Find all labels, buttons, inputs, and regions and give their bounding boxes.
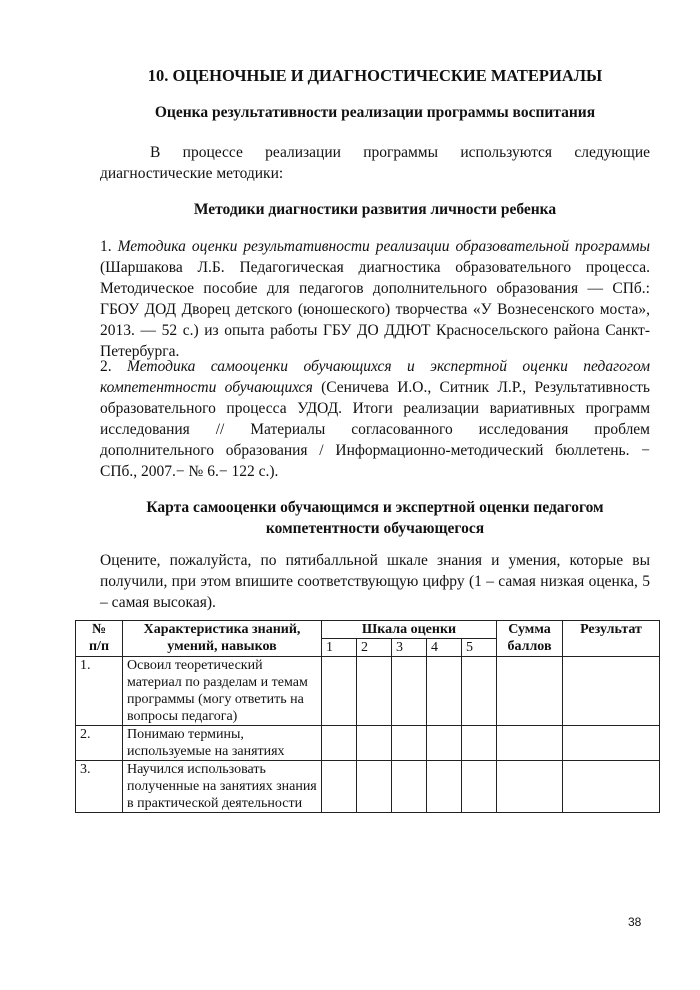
score-cell[interactable] [392, 726, 427, 761]
intro-paragraph: В процессе реализации программы используются следующие диагностические методики: [100, 144, 650, 182]
result-cell[interactable] [563, 657, 660, 726]
row-characteristic: Понимаю термины, используемые на занятиях [123, 726, 322, 761]
sum-cell[interactable] [497, 761, 563, 813]
subheading: Оценка результативности реализации программы воспитания [154, 104, 596, 121]
score-cell[interactable] [427, 761, 462, 813]
row-characteristic: Освоил теоретический материал по разделам и темам программы (могу ответить на вопросы педагога) [123, 657, 322, 726]
card-title [100, 497, 650, 539]
col-characteristic-label-2: умений, навыков [167, 639, 277, 654]
score-cell[interactable] [427, 657, 462, 726]
method-1-paragraph [100, 236, 650, 362]
row-number: 2. [76, 726, 123, 761]
row-characteristic: Научился использовать полученные на занятиях знания в практической деятельности [123, 761, 322, 813]
instruction-paragraph: Оцените, пожалуйста, по пятибалльной шкале знания и умения, которые вы получили, при этом впишите соответствующую цифру (1 – самая низкая оценка, 5 – самая высокая). [100, 552, 650, 611]
scale-1: 1 [322, 639, 357, 657]
score-cell[interactable] [392, 657, 427, 726]
score-cell[interactable] [322, 761, 357, 813]
method-1-text: (Шаршакова Л.Б. Педагогическая диагностика образовательного процесса. Методическое пособие для педагогов дополнительного образования — СПб.: ГБОУ ДОД Дворец детского (юношеского) творчества «У Вознесенского моста», 2013. — 52 с.) из опыта работы ГБУ ДО ДДЮТ Красносельского района Санкт-Петербурга. [100, 259, 650, 360]
score-cell[interactable] [322, 726, 357, 761]
scale-2: 2 [357, 639, 392, 657]
score-cell[interactable] [322, 657, 357, 726]
method-2-title: Методика самооценки обучающихся и экспертной оценки педагогом компетентности обучающихся [100, 358, 651, 396]
score-cell[interactable] [357, 761, 392, 813]
method-2-text: (Сеничева И.О., Ситник Л.Р., Результативность образовательного процесса УДОД. Итоги реализации вариативных программ исследования // Материалы согласованного исследования проблем дополнительного образования / Информационно-методический бюллетень. − СПб., 2007.− № 6.− 122 с.). [100, 379, 650, 480]
scale-4: 4 [427, 639, 462, 657]
col-sum-label-2: баллов [507, 639, 552, 654]
col-sum-header [497, 621, 563, 657]
score-cell[interactable] [392, 761, 427, 813]
col-characteristic-label-1: Характеристика знаний, [143, 622, 301, 637]
score-cell[interactable] [462, 726, 497, 761]
result-cell[interactable] [563, 761, 660, 813]
col-scale-header: Шкала оценки [322, 621, 497, 639]
self-assessment-table [75, 620, 660, 813]
table-row [76, 761, 660, 813]
col-number-label-1: № [91, 622, 107, 637]
result-cell[interactable] [563, 726, 660, 761]
sum-cell[interactable] [497, 726, 563, 761]
row-number: 1. [76, 657, 123, 726]
method-2-number: 2. [100, 358, 112, 375]
scale-3: 3 [392, 639, 427, 657]
col-result-header: Результат [563, 621, 660, 657]
table-row [76, 657, 660, 726]
col-characteristic-header [123, 621, 322, 657]
col-number-header [76, 621, 123, 657]
score-cell[interactable] [357, 726, 392, 761]
score-cell[interactable] [427, 726, 462, 761]
score-cell[interactable] [357, 657, 392, 726]
method-1-number: 1. [100, 238, 112, 255]
card-title-line-2: компетентности обучающегося [265, 520, 485, 537]
col-number-label-2: п/п [88, 639, 110, 654]
table-row [76, 726, 660, 761]
method-2-paragraph [100, 356, 650, 482]
section-heading: 10. ОЦЕНОЧНЫЕ И ДИАГНОСТИЧЕСКИЕ МАТЕРИАЛЫ [147, 66, 603, 85]
scale-5: 5 [462, 639, 497, 657]
card-title-line-1: Карта самооценки обучающимся и экспертной оценки педагогом [146, 499, 604, 516]
methods-title: Методики диагностики развития личности ребенка [193, 201, 557, 218]
col-sum-label-1: Сумма [508, 622, 551, 637]
table-header-row [76, 621, 660, 639]
row-number: 3. [76, 761, 123, 813]
score-cell[interactable] [462, 761, 497, 813]
score-cell[interactable] [462, 657, 497, 726]
page-number: 38 [628, 915, 642, 929]
method-1-title: Методика оценки результативности реализации образовательной программы [117, 238, 651, 255]
sum-cell[interactable] [497, 657, 563, 726]
